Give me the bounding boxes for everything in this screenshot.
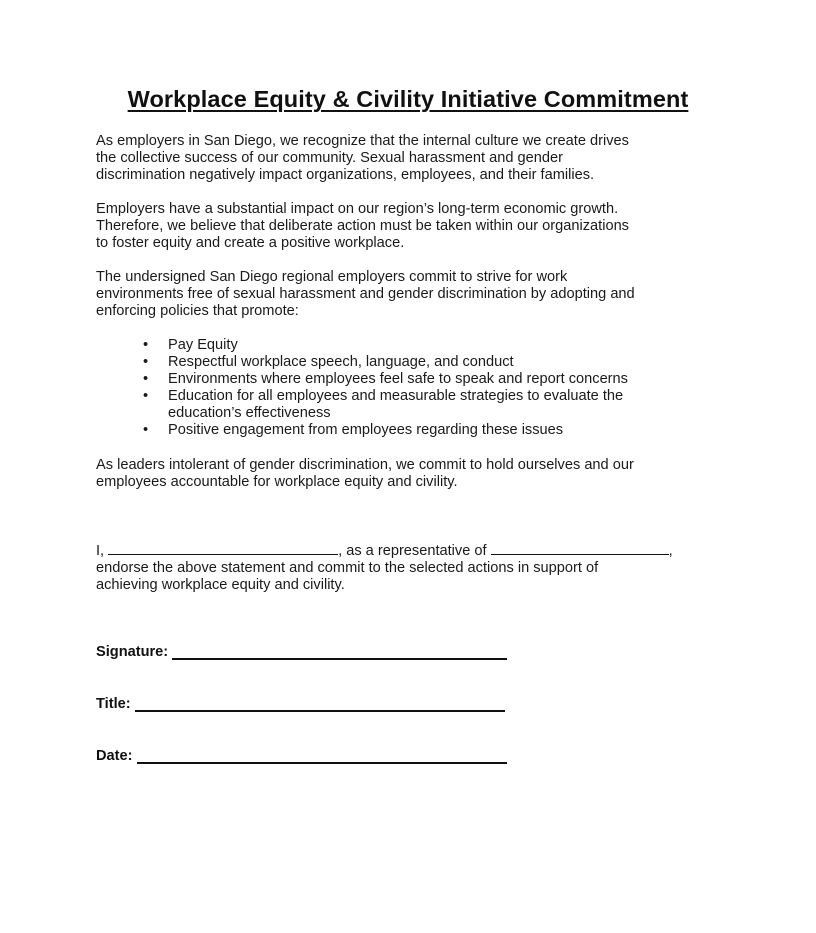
endorsement-suffix: , [668, 543, 673, 559]
date-row [96, 748, 507, 764]
paragraph-line: the collective success of our community. Sexual harassment and gender [96, 150, 563, 166]
paragraph-line: discrimination negatively impact organizations, employees, and their families. [96, 167, 595, 183]
paragraph-line: Therefore, we believe that deliberate action must be taken within our organizations [96, 218, 629, 234]
title-row [96, 696, 505, 712]
paragraph-line: employees accountable for workplace equity and civility. [96, 474, 458, 490]
list-item [96, 371, 736, 388]
date-label: Date: [96, 748, 133, 764]
paragraph-line: As employers in San Diego, we recognize that the internal culture we create drives [96, 133, 629, 149]
title-field[interactable] [135, 696, 505, 712]
list-item [96, 354, 736, 371]
document-title: Workplace Equity & Civility Initiative Commitment [127, 86, 689, 112]
paragraph-line: to foster equity and create a positive workplace. [96, 235, 405, 251]
list-item-text: Education for all employees and measurable strategies to evaluate the [168, 388, 624, 404]
title-label: Title: [96, 696, 131, 712]
endorsement-middle: , as a representative of [338, 543, 487, 559]
endorsement-line-3: achieving workplace equity and civility. [96, 577, 345, 593]
paragraph-line: Employers have a substantial impact on our region’s long-term economic growth. [96, 201, 619, 217]
endorsement-line-1 [96, 542, 736, 560]
list-item [96, 337, 736, 354]
list-item [96, 422, 736, 439]
paragraph-line: environments free of sexual harassment and gender discrimination by adopting and [96, 286, 635, 302]
bullet-icon: • [143, 388, 149, 404]
bullet-icon: • [143, 371, 149, 387]
closing-paragraph [96, 457, 736, 491]
organization-name-field[interactable] [491, 542, 669, 555]
list-item-continuation: education’s effectiveness [168, 405, 331, 421]
list-item-text: Respectful workplace speech, language, and conduct [168, 354, 514, 370]
bullet-icon: • [143, 422, 149, 438]
list-item-text: Pay Equity [168, 337, 238, 353]
representative-name-field[interactable] [108, 542, 338, 555]
signature-label: Signature: [96, 644, 169, 660]
list-item-text: Environments where employees feel safe to speak and report concerns [168, 371, 628, 387]
paragraph-line: The undersigned San Diego regional employers commit to strive for work [96, 269, 568, 285]
endorsement-line-2: endorse the above statement and commit to the selected actions in support of [96, 560, 599, 576]
signature-row [96, 644, 507, 660]
list-item [96, 388, 736, 422]
impact-paragraph [96, 201, 736, 252]
policy-list [96, 337, 736, 439]
endorsement-statement [96, 542, 736, 594]
paragraph-line: As leaders intolerant of gender discrimination, we commit to hold ourselves and our [96, 457, 634, 473]
list-item-text: Positive engagement from employees regarding these issues [168, 422, 564, 438]
signature-field[interactable] [172, 644, 507, 660]
endorsement-prefix: I, [96, 543, 105, 559]
bullet-icon: • [143, 337, 149, 353]
intro-paragraph [96, 133, 736, 184]
date-field[interactable] [137, 748, 507, 764]
bullet-icon: • [143, 354, 149, 370]
commitment-paragraph [96, 269, 736, 320]
paragraph-line: enforcing policies that promote: [96, 303, 299, 319]
